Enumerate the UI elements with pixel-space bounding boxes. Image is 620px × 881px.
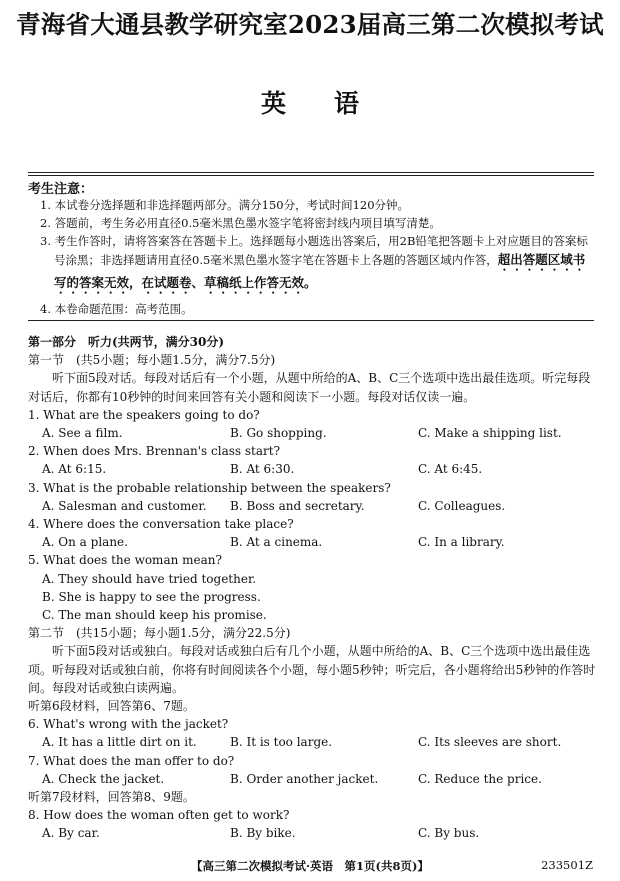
- option-b: B. By bike.: [230, 826, 296, 841]
- option-a: A. Check the jacket.: [42, 771, 165, 786]
- option-b: B. Order another jacket.: [230, 771, 379, 786]
- option-b: B. Go shopping.: [230, 426, 327, 441]
- material-note: 听第7段材料，回答第8、9题。: [28, 790, 195, 805]
- notice-item: [28, 232, 596, 296]
- option-c: C. Its sleeves are short.: [418, 735, 562, 750]
- question-item: [28, 479, 596, 515]
- notice-item-text: 3. 考生作答时，请将答案答在答题卡上。选择题每小题选出答案后，用2B铅笔把答题卡上对应题目的答案标号涂黑；非选择题请用直径0.5毫米黑色墨水签字笔在答题卡上各题的答题区域内作答，: [40, 234, 588, 267]
- section1-instructions: 听下面5段对话。每段对话后有一个小题，从题中所给的A、B、C三个选项中选出最佳选项。听完每段对话后，你都有10秒钟的时间来回答有关小题和阅读下一小题。每段对话仅读一遍。: [28, 371, 591, 404]
- option-b: B. At 6:30.: [230, 462, 295, 477]
- options-row: [28, 770, 596, 788]
- question-text: 2. When does Mrs. Brennan's class start?: [28, 444, 280, 459]
- section2-heading: 第二节 (共15小题；每小题1.5分，满分22.5分): [28, 626, 291, 641]
- option-b: B. At a cinema.: [230, 535, 323, 550]
- notice-heading: 考生注意：: [28, 182, 94, 197]
- material-note: 听第6段材料，回答第6、7题。: [28, 699, 195, 714]
- question-item: [28, 752, 596, 788]
- question-item: [28, 442, 596, 478]
- divider-top-inner: [28, 175, 594, 176]
- option-c: C. Reduce the price.: [418, 771, 542, 786]
- option-c: C. Make a shipping list.: [418, 426, 562, 441]
- divider-top: [28, 172, 594, 173]
- footer-label: 【高三第二次模拟考试·英语 第1页(共8页)】: [191, 859, 429, 873]
- option-c: C. Colleagues.: [418, 498, 506, 513]
- question-text: 7. What does the man offer to do?: [28, 753, 235, 768]
- question-item: [28, 806, 596, 842]
- question-text: 3. What is the probable relationship between the speakers?: [28, 480, 391, 495]
- question-text: 4. Where does the conversation take place?: [28, 517, 294, 532]
- part1-heading: 第一部分 听力(共两节，满分30分): [28, 335, 225, 349]
- option-c: C. By bus.: [418, 826, 480, 841]
- option-a: A. See a film.: [42, 426, 123, 441]
- options-row: [28, 460, 596, 478]
- notice-emphasis: 超出答题区域书写的答案无效，在试题卷、草稿纸上作答无效。: [54, 251, 586, 290]
- options-row: [28, 733, 596, 751]
- notice-item: 2. 答题前，考生务必用直径0.5毫米黑色墨水签字笔将密封线内项目填写清楚。: [40, 216, 441, 231]
- question-item: [28, 406, 596, 442]
- section1-heading: 第一节 (共5小题；每小题1.5分，满分7.5分): [28, 353, 276, 368]
- option-a: A. It has a little dirt on it.: [42, 735, 197, 750]
- exam-title: 青海省大通县教学研究室2023届高三第二次模拟考试: [16, 10, 604, 39]
- question-text: 1. What are the speakers going to do?: [28, 407, 260, 422]
- notice-item: 4. 本卷命题范围：高考范围。: [40, 301, 193, 316]
- question-item: [28, 515, 596, 551]
- option-b: B. Boss and secretary.: [230, 498, 365, 513]
- notice-block: [28, 196, 596, 318]
- option-a: A. At 6:15.: [42, 462, 107, 477]
- question-text: 5. What does the woman mean?: [28, 553, 222, 568]
- question-item: [28, 551, 596, 624]
- options-row: [28, 497, 596, 515]
- notice-item: 1. 本试卷分选择题和非选择题两部分。满分150分，考试时间120分钟。: [40, 198, 410, 212]
- options-row: [28, 824, 596, 842]
- option-b: B. It is too large.: [230, 735, 333, 750]
- question-text: 8. How does the woman often get to work?: [28, 808, 290, 823]
- divider-bottom: [28, 320, 594, 321]
- options-row: [28, 533, 596, 551]
- option-a: A. They should have tried together.: [42, 571, 257, 586]
- option-c: C. The man should keep his promise.: [42, 608, 267, 623]
- footer-code: 233501Z: [541, 858, 593, 872]
- option-a: A. By car.: [42, 826, 100, 841]
- subject-title: 英语: [260, 89, 407, 118]
- option-a: A. On a plane.: [42, 535, 128, 550]
- option-a: A. Salesman and customer.: [42, 498, 207, 513]
- question-item: [28, 715, 596, 751]
- option-c: C. At 6:45.: [418, 462, 483, 477]
- option-b: B. She is happy to see the progress.: [42, 589, 261, 604]
- listening-part: [28, 333, 596, 843]
- option-c: C. In a library.: [418, 535, 505, 550]
- question-text: 6. What's wrong with the jacket?: [28, 717, 229, 732]
- section2-instructions: 听下面5段对话或独白。每段对话或独白后有几个小题，从题中所给的A、B、C三个选项中选出最佳选项。听每段对话或独白前，你将有时间阅读各个小题，每小题5秒钟；听完后，各小题将给出5秒钟的作答时间。每段对话或独白读两遍。: [28, 644, 596, 695]
- options-row: [28, 424, 596, 442]
